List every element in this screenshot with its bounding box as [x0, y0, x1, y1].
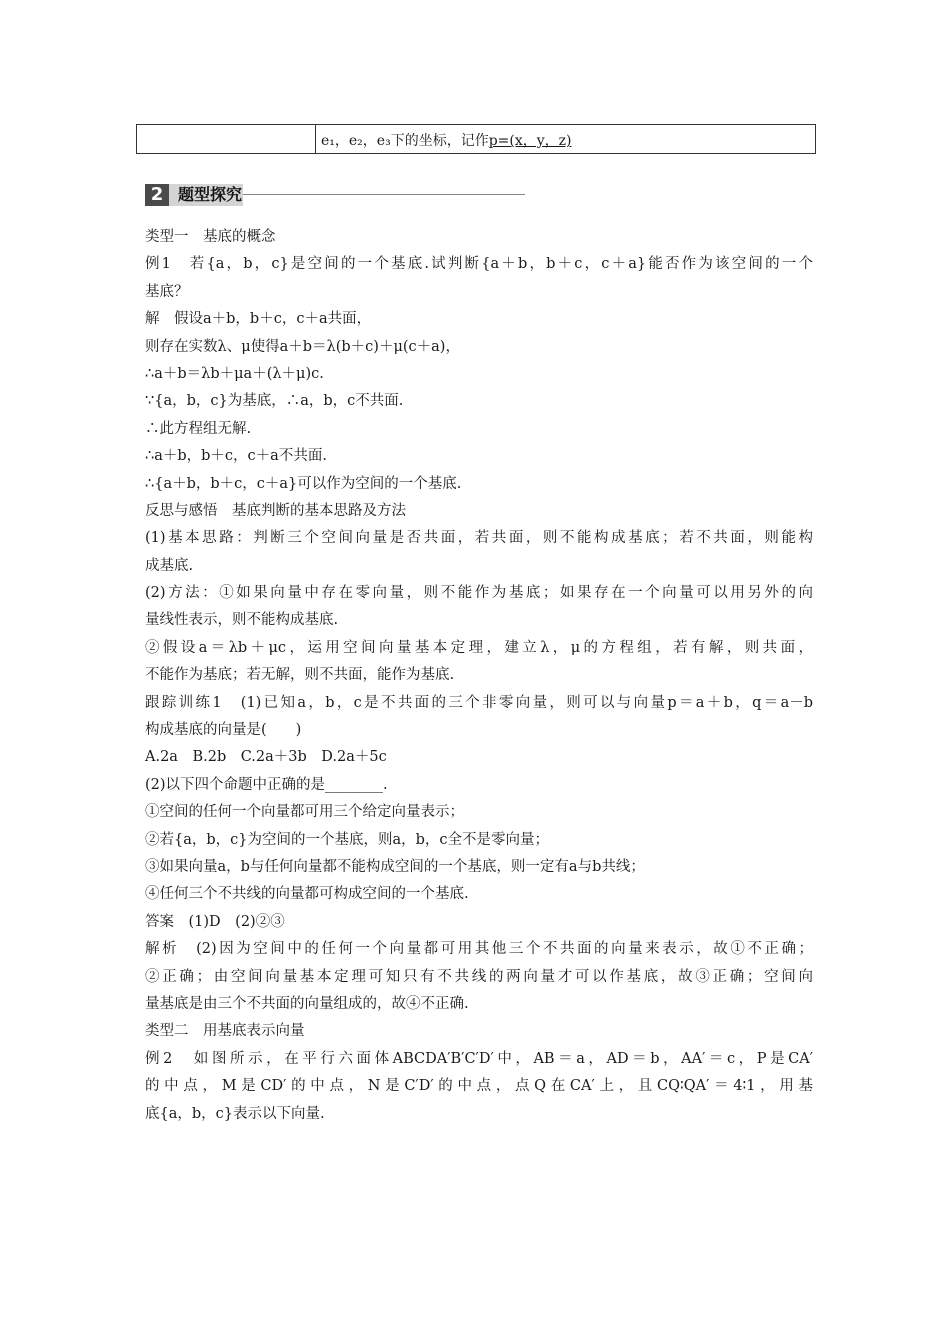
- analysis-line-2: ②正确；由空间向量基本定理可知只有不共线的两向量才可以作基底，故③正确；空间向: [145, 968, 813, 985]
- example-2-line-2: 的中点，M是CD′的中点，N是C′D′的中点，点Q在CA′上，且CQ∶QA′＝4∶1，用基: [145, 1078, 813, 1095]
- reflection-line-6: 不能作为基底；若无解，则不共面，能作为基底.: [145, 667, 455, 684]
- example-1-line-1: 例1 若{a，b，c}是空间的一个基底.试判断{a＋b，b＋c，c＋a}能否作为该空间的一个: [145, 256, 813, 273]
- reflection-line-3: (2)方法：①如果向量中存在零向量，则不能作为基底；如果存在一个向量可以用另外的向: [145, 585, 813, 602]
- heading-type-one: 类型一 基底的概念: [145, 229, 276, 245]
- section-number-badge: 2: [145, 184, 169, 206]
- solution-line-5: ∴此方程组无解.: [145, 420, 252, 437]
- solution-line-1: 解 假设a＋b，b＋c，c＋a共面，: [145, 311, 372, 328]
- proposition-2: ②若{a，b，c}为空间的一个基底，则a，b，c全不是零向量；: [145, 831, 550, 848]
- heading-type-two: 类型二 用基底表示向量: [145, 1023, 305, 1040]
- proposition-1: ①空间的任何一个向量都可用三个给定向量表示；: [145, 804, 464, 821]
- document-body: [145, 224, 813, 1128]
- proposition-3: ③如果向量a，b与任何向量都不能构成空间的一个基底，则一定有a与b共线；: [145, 858, 645, 875]
- coordinate-formula: p=(x，y，z): [488, 133, 572, 149]
- solution-line-4: ∵{a，b，c}为基底，∴a，b，c不共面.: [145, 393, 404, 410]
- reflection-line-2: 成基底.: [145, 557, 194, 574]
- analysis-line-1: 解析 (2)因为空间中的任何一个向量都可用其他三个不共面的向量来表示，故①不正确；: [145, 941, 813, 958]
- section-title: 题型探究: [178, 185, 243, 204]
- solution-line-2: 则存在实数λ、μ使得a＋b＝λ(b＋c)＋μ(c＋a)，: [145, 338, 460, 355]
- exercise-1-line-1: 跟踪训练1 (1)已知a，b，c是不共面的三个非零向量，则可以与向量p＝a＋b，q＝a－b: [145, 694, 813, 711]
- solution-line-7: ∴{a＋b，b＋c，c＋a}可以作为空间的一个基底.: [145, 475, 462, 492]
- proposition-4: ④任何三个不共线的向量都可构成空间的一个基底.: [145, 886, 469, 903]
- table-cell-coordinates: [321, 130, 572, 150]
- reflection-line-1: (1)基本思路：判断三个空间向量是否共面，若共面，则不能构成基底；若不共面，则能构: [145, 530, 813, 547]
- reflection-heading: 反思与感悟 基底判断的基本思路及方法: [145, 502, 406, 519]
- reflection-line-4: 量线性表示，则不能构成基底.: [145, 612, 339, 629]
- example-2-line-3: 底{a，b，c}表示以下向量.: [145, 1105, 325, 1122]
- answer-line: 答案 (1)D (2)②③: [145, 913, 285, 930]
- table-cell-text: e₁，e₂，e₃下的坐标，记作: [321, 133, 489, 149]
- exercise-1-line-2: 构成基底的向量是( ): [145, 722, 302, 739]
- analysis-line-3: 量基底是由三个不共面的向量组成的，故④不正确.: [145, 995, 469, 1012]
- table-divider: [315, 125, 316, 153]
- section-rule: [243, 194, 525, 195]
- solution-line-3: ∴a＋b＝λb＋μa＋(λ＋μ)c.: [145, 365, 324, 382]
- definition-table-row: [136, 124, 816, 154]
- solution-line-6: ∴a＋b，b＋c，c＋a不共面.: [145, 448, 327, 465]
- reflection-line-5: ②假设a＝λb＋μc，运用空间向量基本定理，建立λ，μ的方程组，若有解，则共面，: [145, 639, 813, 656]
- example-2-line-1: 例2 如图所示，在平行六面体ABCDA′B′C′D′中，AB＝a，AD＝b，AA′＝c，P是CA′: [145, 1050, 813, 1067]
- exercise-1-part-2: (2)以下四个命题中正确的是________.: [145, 776, 388, 793]
- example-1-line-2: 基底？: [145, 283, 189, 300]
- exercise-1-options: A.2a B.2b C.2a＋3b D.2a＋5c: [145, 749, 387, 766]
- section-header: [145, 184, 525, 206]
